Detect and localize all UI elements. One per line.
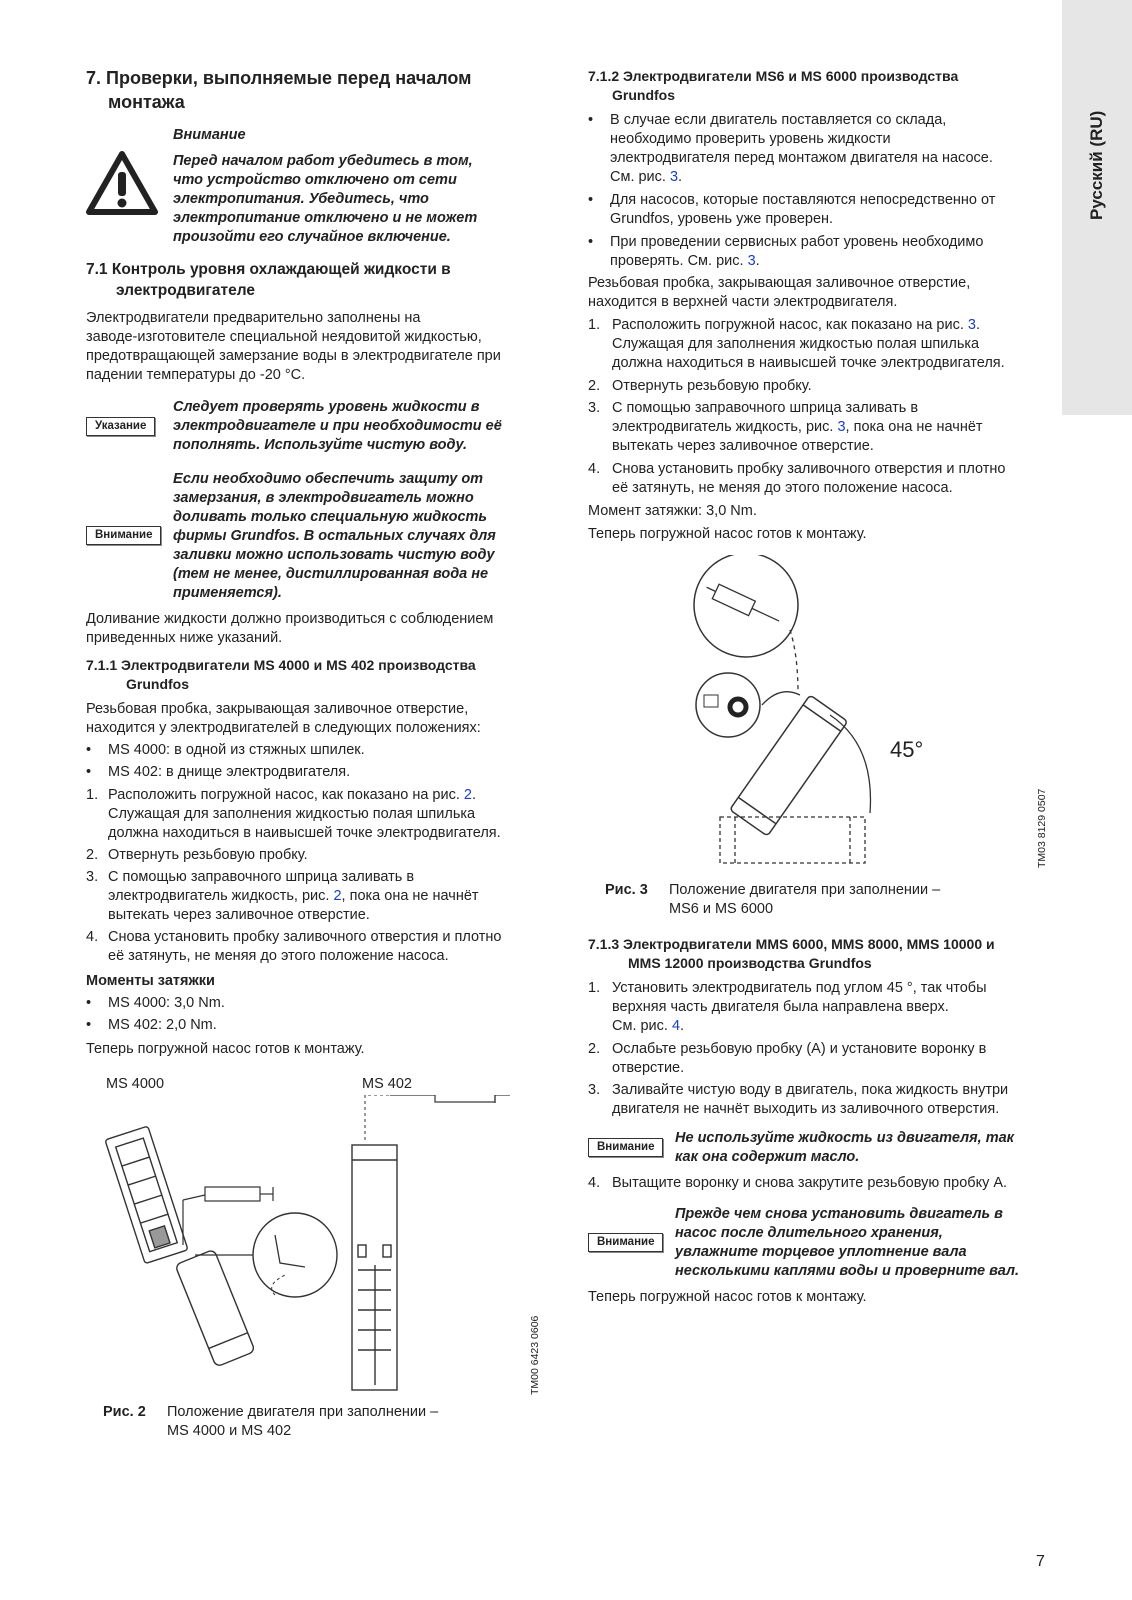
bullet-line: В случае если двигатель поставляется со склада, — [610, 112, 947, 128]
warning-line: Перед началом работ убедитесь в том, — [173, 153, 473, 169]
bullet-marker: • — [588, 192, 594, 208]
motor-45deg-illustration — [690, 555, 930, 875]
step-number: 2. — [588, 378, 601, 394]
attention-line: несколькими каплями воды и проверните вал. — [675, 1263, 1020, 1279]
note-line: Следует проверять уровень жидкости в — [173, 399, 480, 415]
attention-line: применяется). — [173, 585, 282, 601]
step-number: 4. — [588, 461, 601, 477]
note-line: пополнять. Используйте чистую воду. — [173, 437, 468, 453]
note-line: электродвигателе и при необходимости её — [173, 418, 502, 434]
figure-link[interactable]: 4 — [671, 1018, 681, 1034]
figure-link[interactable]: 3 — [669, 169, 679, 185]
warning-line: электропитания. Убедитесь, что — [173, 191, 429, 207]
bullet-marker: • — [588, 112, 594, 128]
step-line: Вытащите воронку и снова закрутите резьбовую пробку A. — [612, 1175, 1008, 1191]
warning-line: электропитание отключено и не может — [173, 210, 478, 226]
step-line: двигателя не начнёт выходить из заливочного отверстия. — [612, 1101, 1000, 1117]
step-line: Служащая для заполнения жидкостью полая шпилька — [108, 806, 476, 822]
bullet-marker: • — [86, 742, 92, 758]
warning-line: что устройство отключено от сети — [173, 172, 457, 188]
figure-link[interactable]: 3 — [747, 253, 756, 269]
torque-title: Моменты затяжки — [86, 973, 215, 989]
body-line: предотвращающей замерзание воды в электродвигателе при — [86, 348, 501, 364]
step-line: Расположить погружной насос, как показано на рис. 3. — [612, 317, 980, 333]
bullet-line: электродвигателя перед монтажом двигателя на насосе. — [610, 150, 993, 166]
figure-number: Рис. 3 — [605, 882, 648, 898]
bullet-line: См. рис. 3. — [610, 169, 683, 185]
step-line: Отвернуть резьбовую пробку. — [612, 378, 812, 394]
warning-title: Внимание — [173, 127, 246, 143]
attention-line: доливать только специальную жидкость — [173, 509, 488, 525]
step-number: 2. — [86, 847, 99, 863]
figure-link[interactable]: 2 — [463, 787, 472, 803]
step-number: 1. — [588, 317, 601, 333]
step-number: 4. — [588, 1175, 601, 1191]
body-line: находится в верхней части электродвигателя. — [588, 294, 898, 310]
step-line: её затянуть, не меняя до этого положение насоса. — [108, 948, 449, 964]
step-line: Служащая для заполнения жидкостью полая шпилька — [612, 336, 980, 352]
figure-caption: MS 4000 и MS 402 — [167, 1423, 292, 1439]
body-line: Резьбовая пробка, закрывающая заливочное отверстие, — [86, 701, 469, 717]
bullet-line: Для насосов, которые поставляются непосредственно от — [610, 192, 996, 208]
step-number: 1. — [86, 787, 99, 803]
step-line: электродвигатель жидкость, рис. 2, пока она не начнёт — [108, 888, 479, 904]
step-line: С помощью заправочного шприца заливать в — [612, 400, 919, 416]
warning-triangle-icon — [86, 150, 158, 216]
figure-number: Рис. 2 — [103, 1404, 146, 1420]
attention-badge: Внимание — [588, 1138, 663, 1157]
figure-label: MS 402 — [362, 1076, 412, 1092]
step-line: Снова установить пробку заливочного отверстия и плотно — [108, 929, 502, 945]
attention-line: как она содержит масло. — [675, 1149, 860, 1165]
figure-link[interactable]: 2 — [333, 888, 342, 904]
figure-code: TM03 8129 0507 — [1036, 788, 1048, 868]
step-line: Установить электродвигатель под углом 45 °, так чтобы — [612, 980, 987, 996]
attention-line: фирмы Grundfos. В остальных случаях для — [173, 528, 496, 544]
subsubsection-heading-cont: Grundfos — [612, 87, 675, 103]
subsubsection-heading-cont: Grundfos — [126, 676, 189, 692]
figure-caption: Положение двигателя при заполнении – — [669, 882, 941, 898]
subsubsection-heading-cont: MMS 12000 производства Grundfos — [628, 955, 872, 971]
subsubsection-heading: 7.1.1 Электродвигатели MS 4000 и MS 402 производства — [86, 657, 476, 673]
ready-text: Теперь погружной насос готов к монтажу. — [588, 526, 867, 542]
step-line: верхняя часть двигателя была направлена вверх. — [612, 999, 949, 1015]
attention-line: заливки можно использовать чистую воду — [173, 547, 495, 563]
subsubsection-heading: 7.1.2 Электродвигатели MS6 и MS 6000 производства — [588, 68, 959, 84]
step-line: должна находиться в наивысшей точке электродвигателя. — [108, 825, 501, 841]
step-line: С помощью заправочного шприца заливать в — [108, 869, 415, 885]
page-number: 7 — [1036, 1553, 1045, 1570]
bullet-line: Grundfos, уровень уже проверен. — [610, 211, 834, 227]
step-line: Снова установить пробку заливочного отверстия и плотно — [612, 461, 1006, 477]
attention-line: Прежде чем снова установить двигатель в — [675, 1206, 1003, 1222]
bullet-item: MS 402: 2,0 Nm. — [108, 1017, 217, 1033]
bullet-marker: • — [86, 1017, 92, 1033]
attention-line: увлажните торцевое уплотнение вала — [675, 1244, 967, 1260]
bullet-item: MS 4000: в одной из стяжных шпилек. — [108, 742, 365, 758]
figure-link[interactable]: 3 — [837, 419, 846, 435]
bullet-item: MS 4000: 3,0 Nm. — [108, 995, 225, 1011]
body-line: приведенных ниже указаний. — [86, 630, 283, 646]
body-line: Электродвигатели предварительно заполнены на — [86, 310, 421, 326]
body-line: находится у электродвигателей в следующих положениях: — [86, 720, 481, 736]
step-line: См. рис. 4. — [612, 1018, 685, 1034]
ready-text: Теперь погружной насос готов к монтажу. — [588, 1289, 867, 1305]
body-line: Доливание жидкости должно производиться с соблюдением — [86, 611, 494, 627]
subsection-heading: 7.1 Контроль уровня охлаждающей жидкости в — [86, 261, 451, 278]
step-line: Расположить погружной насос, как показано на рис. 2. — [108, 787, 476, 803]
bullet-line: необходимо проверить уровень жидкости — [610, 131, 891, 147]
attention-line: замерзания, в электродвигатель можно — [173, 490, 474, 506]
bullet-marker: • — [86, 995, 92, 1011]
ready-text: Теперь погружной насос готов к монтажу. — [86, 1041, 365, 1057]
step-line: Заливайте чистую воду в двигатель, пока жидкость внутри — [612, 1082, 1009, 1098]
attention-line: (тем не менее, дистиллированная вода не — [173, 566, 489, 582]
language-tab-label: Русский (RU) — [1087, 110, 1106, 220]
warning-line: произойти его случайное включение. — [173, 229, 451, 245]
step-number: 1. — [588, 980, 601, 996]
motor-filling-illustration — [95, 1095, 535, 1395]
body-line: Резьбовая пробка, закрывающая заливочное отверстие, — [588, 275, 971, 291]
subsubsection-heading: 7.1.3 Электродвигатели MMS 6000, MMS 8000, MMS 10000 и — [588, 936, 995, 952]
figure-code: TM00 6423 0606 — [529, 1315, 541, 1395]
body-line: падении температуры до -20 °C. — [86, 367, 306, 383]
attention-line: Не используйте жидкость из двигателя, так — [675, 1130, 1015, 1146]
body-line: заводе-изготовителе специальной неядовитой жидкостью, — [86, 329, 482, 345]
bullet-item: MS 402: в днище электродвигателя. — [108, 764, 351, 780]
bullet-line: При проведении сервисных работ уровень необходимо — [610, 234, 984, 250]
attention-badge: Внимание — [86, 526, 161, 545]
section-heading-cont: монтажа — [108, 92, 185, 112]
step-line: Ослабьте резьбовую пробку (A) и установите воронку в — [612, 1041, 987, 1057]
figure-caption: Положение двигателя при заполнении – — [167, 1404, 439, 1420]
step-line: должна находиться в наивысшей точке электродвигателя. — [612, 355, 1005, 371]
figure-label: MS 4000 — [106, 1076, 165, 1092]
attention-badge: Внимание — [588, 1233, 663, 1252]
attention-line: насос после длительного хранения, — [675, 1225, 943, 1241]
attention-line: Если необходимо обеспечить защиту от — [173, 471, 484, 487]
figure-caption: MS6 и MS 6000 — [669, 901, 774, 917]
step-line: отверстие. — [612, 1060, 685, 1076]
step-line: электродвигатель жидкость, рис. 3, пока она не начнёт — [612, 419, 983, 435]
step-number: 3. — [588, 400, 601, 416]
bullet-marker: • — [86, 764, 92, 780]
step-line: её затянуть, не меняя до этого положение насоса. — [612, 480, 953, 496]
bullet-marker: • — [588, 234, 594, 250]
angle-label: 45° — [890, 737, 924, 762]
step-line: Отвернуть резьбовую пробку. — [108, 847, 308, 863]
figure-link[interactable]: 3 — [967, 317, 976, 333]
step-number: 4. — [86, 929, 99, 945]
step-number: 3. — [588, 1082, 601, 1098]
torque-text: Момент затяжки: 3,0 Nm. — [588, 503, 757, 519]
section-heading: 7. Проверки, выполняемые перед началом — [86, 68, 472, 88]
subsection-heading-cont: электродвигателе — [116, 282, 255, 299]
step-line: вытекать через заливочное отверстие. — [612, 438, 874, 454]
note-badge: Указание — [86, 417, 155, 436]
step-number: 2. — [588, 1041, 601, 1057]
bullet-line: проверять. См. рис. 3. — [610, 253, 760, 269]
step-number: 3. — [86, 869, 99, 885]
step-line: вытекать через заливочное отверстие. — [108, 907, 370, 923]
